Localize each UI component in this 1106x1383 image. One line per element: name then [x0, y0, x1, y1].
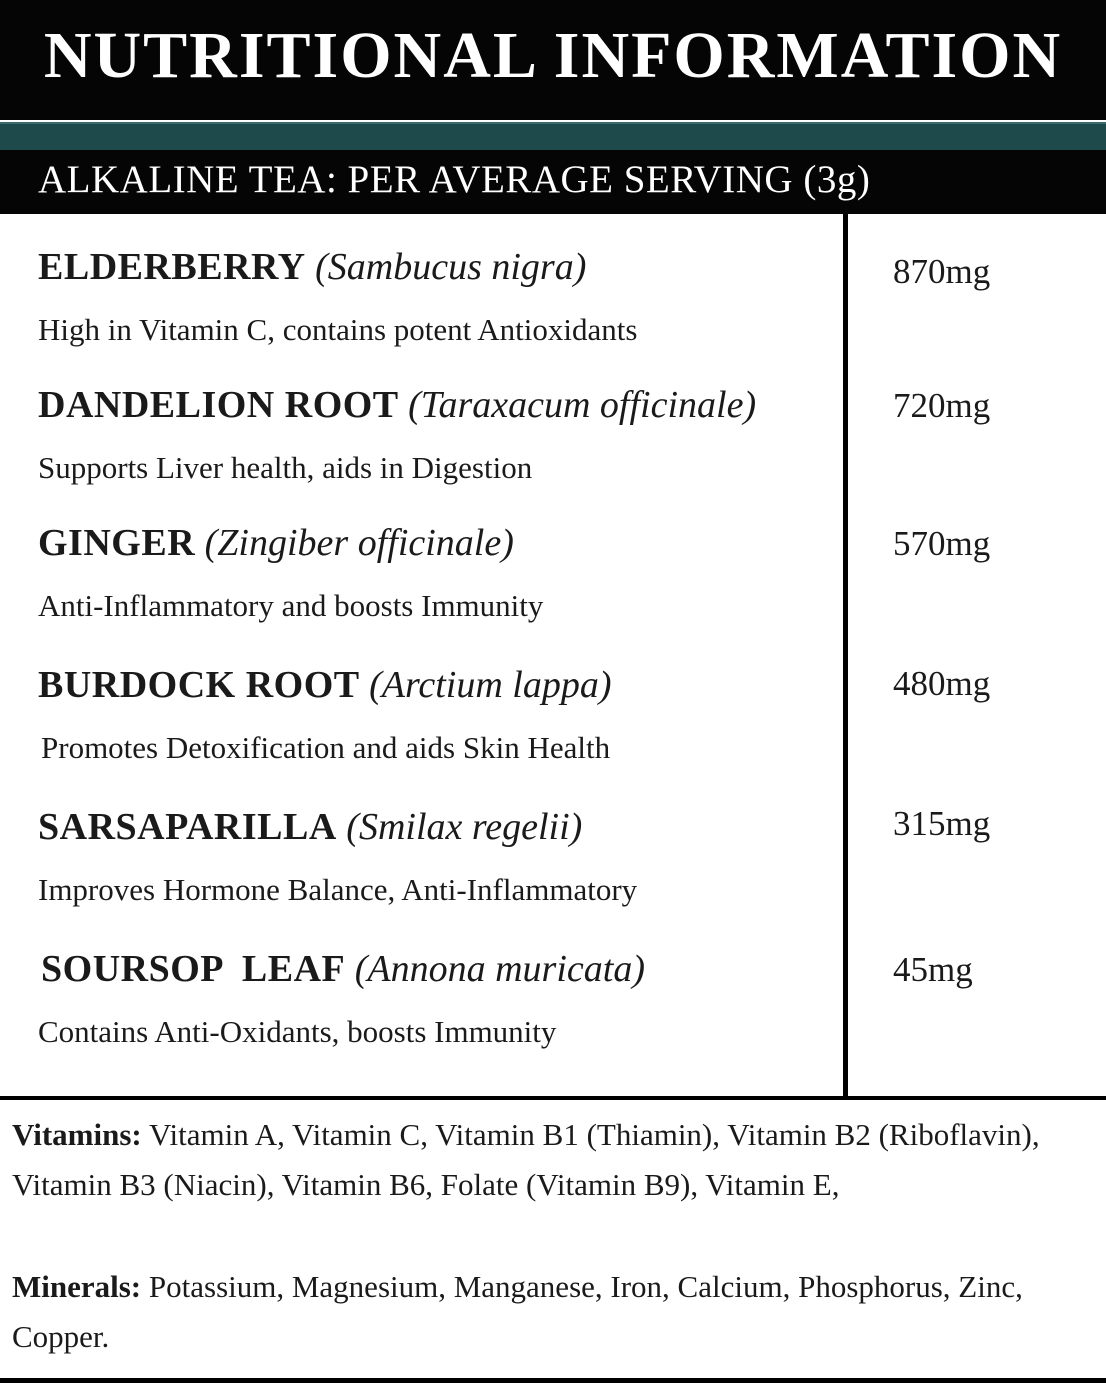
ingredient-amount: 570mg: [893, 524, 991, 563]
serving-subtitle: ALKALINE TEA: PER AVERAGE SERVING (3g): [38, 158, 871, 201]
ingredient-amount: 720mg: [893, 386, 991, 425]
ingredient-scientific-name: (Zingiber officinale): [204, 522, 514, 564]
ingredient-heading: [38, 662, 612, 708]
ingredient-benefit: Anti-Inflammatory and boosts Immunity: [38, 588, 544, 623]
ingredient-scientific-name: (Taraxacum officinale): [408, 384, 757, 426]
ingredient-scientific-name: (Smilax regelii): [346, 806, 583, 848]
ingredient-benefit: Promotes Detoxification and aids Skin Health: [41, 730, 611, 765]
ingredient-benefit: High in Vitamin C, contains potent Antioxidants: [38, 312, 638, 347]
ingredient-scientific-name: (Annona muricata): [354, 948, 645, 990]
column-divider: [843, 214, 848, 1098]
minerals-list: Potassium, Magnesium, Manganese, Iron, Calcium, Phosphorus, Zinc, Copper.: [12, 1269, 1023, 1354]
ingredient-heading: [41, 946, 645, 992]
table-bottom-divider: [0, 1096, 1106, 1100]
ingredient-scientific-name: (Arctium lappa): [369, 664, 612, 706]
minerals-section: [12, 1262, 1102, 1362]
ingredient-benefit: Supports Liver health, aids in Digestion: [38, 450, 533, 485]
ingredient-name: DANDELION ROOT: [38, 384, 399, 426]
ingredient-heading: [38, 520, 514, 566]
page-title: NUTRITIONAL INFORMATION: [43, 19, 1063, 92]
ingredient-scientific-name: (Sambucus nigra): [315, 246, 587, 288]
ingredient-heading: [38, 804, 582, 850]
ingredient-name: ELDERBERRY: [38, 246, 306, 288]
ingredient-name: SARSAPARILLA: [38, 806, 337, 848]
ingredient-heading: [38, 382, 756, 428]
vitamins-section: [12, 1110, 1102, 1210]
page-bottom-border: [0, 1378, 1106, 1383]
minerals-label: Minerals:: [12, 1269, 142, 1304]
ingredient-name: SOURSOP LEAF: [41, 948, 346, 990]
accent-band: [0, 122, 1106, 152]
ingredient-amount: 315mg: [893, 804, 991, 843]
ingredient-amount: 480mg: [893, 664, 991, 703]
ingredient-amount: 870mg: [893, 252, 991, 291]
ingredient-benefit: Improves Hormone Balance, Anti-Inflammatory: [38, 872, 638, 907]
ingredient-benefit: Contains Anti-Oxidants, boosts Immunity: [38, 1014, 557, 1049]
ingredient-name: BURDOCK ROOT: [38, 664, 360, 706]
vitamins-list: Vitamin A, Vitamin C, Vitamin B1 (Thiamin), Vitamin B2 (Riboflavin), Vitamin B3 (Niacin), Vitamin B6, Folate (Vitamin B9), Vitamin E,: [12, 1117, 1040, 1202]
ingredient-name: GINGER: [38, 522, 196, 564]
ingredient-heading: [38, 244, 586, 290]
ingredient-amount: 45mg: [893, 950, 973, 989]
vitamins-label: Vitamins:: [12, 1117, 142, 1152]
